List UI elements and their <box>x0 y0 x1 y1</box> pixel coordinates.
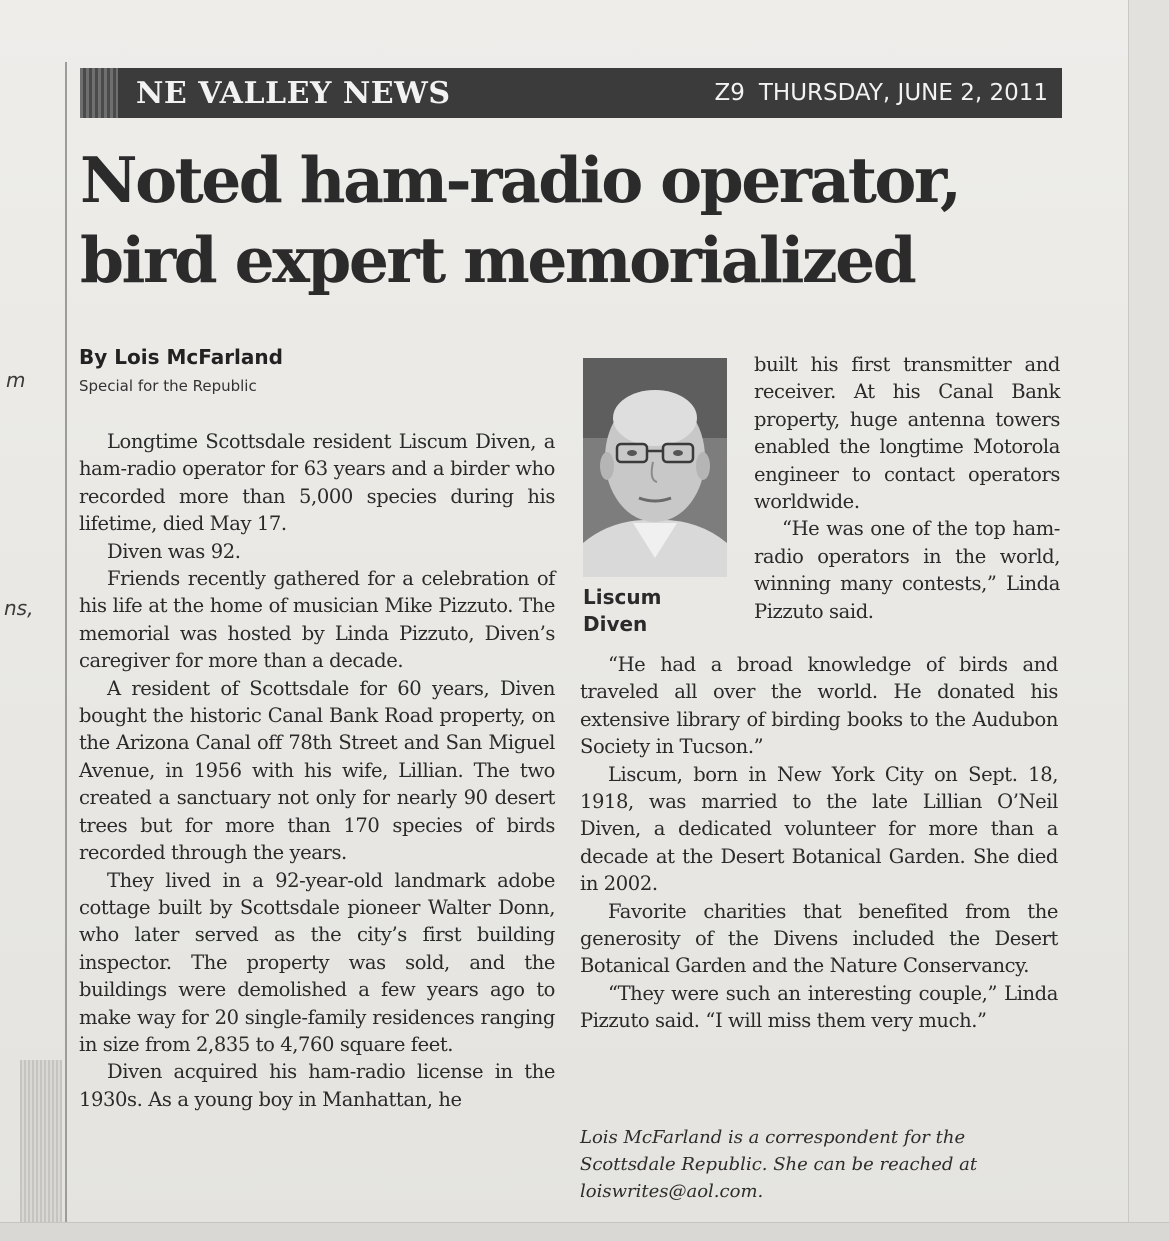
article-column-3 <box>580 651 1058 1035</box>
byline-author: By Lois McFarland <box>79 345 283 369</box>
photo-caption-line-1: Liscum <box>583 585 662 609</box>
section-name: NE VALLEY NEWS <box>136 75 451 111</box>
page-number: Z9 <box>714 80 745 106</box>
paragraph: built his first transmitter and receiver. At his Canal Bank property, huge antenna towers enabled the longtime Motorola engineer to contact operators worldwide. <box>754 353 1060 514</box>
headline <box>80 140 1080 300</box>
headline-line-2: bird expert memorialized <box>80 223 915 297</box>
issue-info <box>714 80 1048 106</box>
scan-shadow <box>20 1060 62 1230</box>
column-rule <box>65 62 67 1222</box>
paragraph: They lived in a 92-year-old landmark adobe cottage built by Scottsdale pioneer Walter Donn, who later served as the city’s first building inspector. The property was sold, and the buildings were demolished a few years ago to make way for 20 single-family residences ranging in size from 2,835 to 4,760 square feet. <box>79 868 555 1056</box>
header-bar-texture <box>80 68 118 118</box>
issue-date: THURSDAY, JUNE 2, 2011 <box>758 80 1048 106</box>
paragraph: Longtime Scottsdale resident Liscum Diven, a ham-radio operator for 63 years and a birder who recorded more than 5,000 species during his lifetime, died May 17. <box>79 430 555 536</box>
margin-fragment-top: m <box>6 368 26 392</box>
paragraph: “He had a broad knowledge of birds and traveled all over the world. He donated his extensive library of birding books to the Audubon Society in Tucson.” <box>580 653 1058 759</box>
photo-caption <box>583 584 743 638</box>
paragraph: Friends recently gathered for a celebration of his life at the home of musician Mike Pizzuto. The memorial was hosted by Linda Pizzuto, Diven’s caregiver for more than a decade. <box>79 567 555 673</box>
scan-bottom-edge <box>0 1222 1169 1241</box>
section-header-bar <box>80 68 1062 118</box>
article-column-1 <box>79 428 555 1113</box>
paragraph: “He was one of the top ham-radio operators in the world, winning many contests,” Linda Pizzuto said. <box>754 517 1060 623</box>
portrait-illustration <box>583 358 727 577</box>
byline-affiliation: Special for the Republic <box>79 377 257 395</box>
article-column-2 <box>754 351 1060 625</box>
portrait-photo <box>583 358 727 577</box>
adjacent-page-edge <box>1128 0 1169 1241</box>
paragraph: Favorite charities that benefited from the generosity of the Divens included the Desert Botanical Garden and the Nature Conservancy. <box>580 899 1058 978</box>
photo-caption-line-2: Diven <box>583 612 648 636</box>
author-tagline: Lois McFarland is a correspondent for the Scottsdale Republic. She can be reached at loiswrites@aol.com. <box>580 1127 978 1202</box>
paragraph: Diven was 92. <box>107 539 241 563</box>
margin-fragment-middle: ns, <box>4 596 34 620</box>
paragraph: Liscum, born in New York City on Sept. 18, 1918, was married to the late Lillian O’Neil Diven, a dedicated volunteer for more than a decade at the Desert Botanical Garden. She died in 2002. <box>580 762 1058 896</box>
headline-line-1: Noted ham-radio operator, <box>80 143 960 217</box>
paragraph: “They were such an interesting couple,” Linda Pizzuto said. “I will miss them very much.” <box>580 981 1058 1033</box>
paragraph: Diven acquired his ham-radio license in the 1930s. As a young boy in Manhattan, he <box>79 1060 555 1111</box>
paragraph: A resident of Scottsdale for 60 years, Diven bought the historic Canal Bank Road property, on the Arizona Canal off 78th Street and San Miguel Avenue, in 1956 with his wife, Lillian. The two created a sanctuary not only for nearly 90 desert trees but for more than 170 species of birds recorded through the years. <box>79 676 555 865</box>
